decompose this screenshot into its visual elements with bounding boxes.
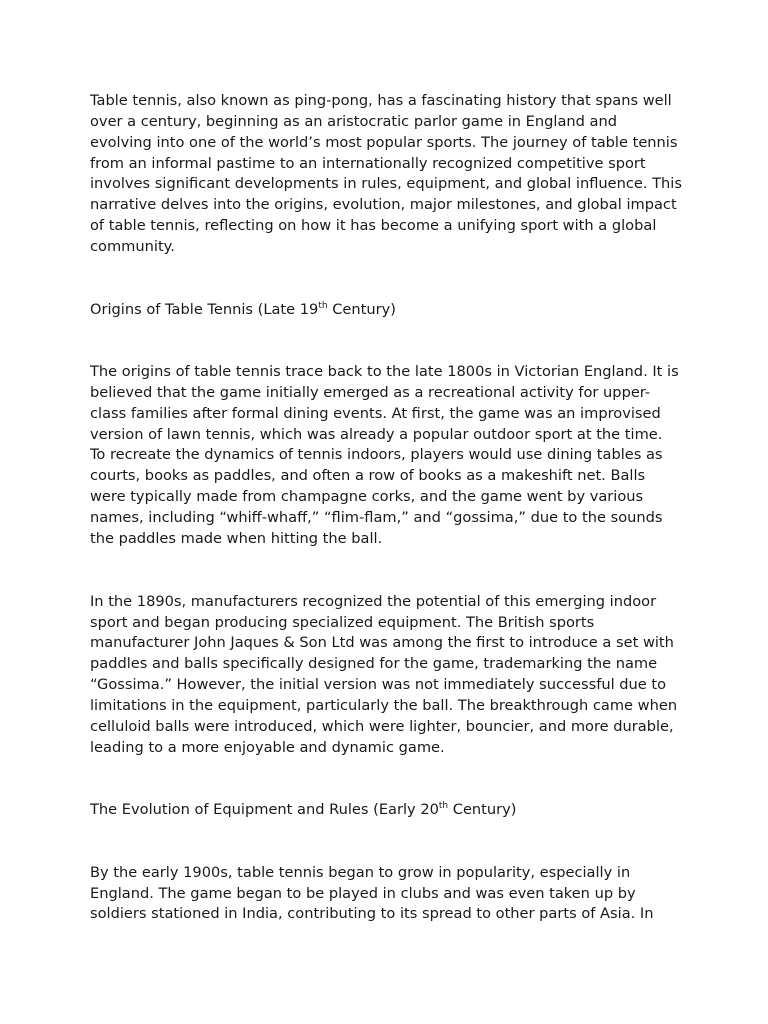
heading-text-end: Century): [448, 801, 517, 819]
evolution-paragraph: By the early 1900s, table tennis began to grow in popularity, especially in England. The game began to be played in clubs and was even taken up by soldiers stationed in India, contributing to its spread to other parts of Asia. In: [90, 863, 654, 923]
heading-superscript: th: [318, 300, 328, 311]
origins-paragraph: The origins of table tennis trace back to the late 1800s in Victorian England. It is believed that the game initially emerged as a recreational activity for upper-class families after formal dining events. At first, the game was an improvised version of lawn tennis, which was already a popular outdoor sport at the time. To recreate the dynamics of tennis indoors, players would use dining tables as courts, books as paddles, and often a row of books as a makeshift net. Balls were typically made from champagne corks, and the game went by various names, including “whiff-whaff,” “flim-flam,” and “gossima,” due to the sounds the paddles made when hitting the ball.: [90, 363, 679, 547]
heading-text: The Evolution of Equipment and Rules (Early 20: [90, 801, 439, 819]
document-page: [90, 91, 682, 925]
heading-text: Origins of Table Tennis (Late 19: [90, 300, 319, 318]
manufacturers-paragraph: In the 1890s, manufacturers recognized the potential of this emerging indoor sport and began producing specialized equipment. The British sports manufacturer John Jaques & Son Ltd was among the first to introduce a set with paddles and balls specifically designed for the game, trademarking the name “Gossima.” However, the initial version was not immediately successful due to limitations in the equipment, particularly the ball. The breakthrough came when celluloid balls were introduced, which were lighter, bouncier, and more durable, leading to a more enjoyable and dynamic game.: [90, 592, 678, 756]
section-heading-origins: [90, 300, 682, 321]
section-heading-evolution: [90, 800, 682, 821]
heading-superscript: th: [438, 801, 449, 812]
intro-paragraph: Table tennis, also known as ping-pong, has a fascinating history that spans well over a century, beginning as an aristocratic parlor game in England and evolving into one of the world’s most popular sports. The journey of table tennis from an informal pastime to an internationally recognized competitive sport involves significant developments in rules, equipment, and global influence. This narrative delves into the origins, evolution, major milestones, and global impact of table tennis, reflecting on how it has become a unifying sport with a global community.: [90, 92, 682, 255]
heading-text-end: Century): [327, 300, 396, 318]
